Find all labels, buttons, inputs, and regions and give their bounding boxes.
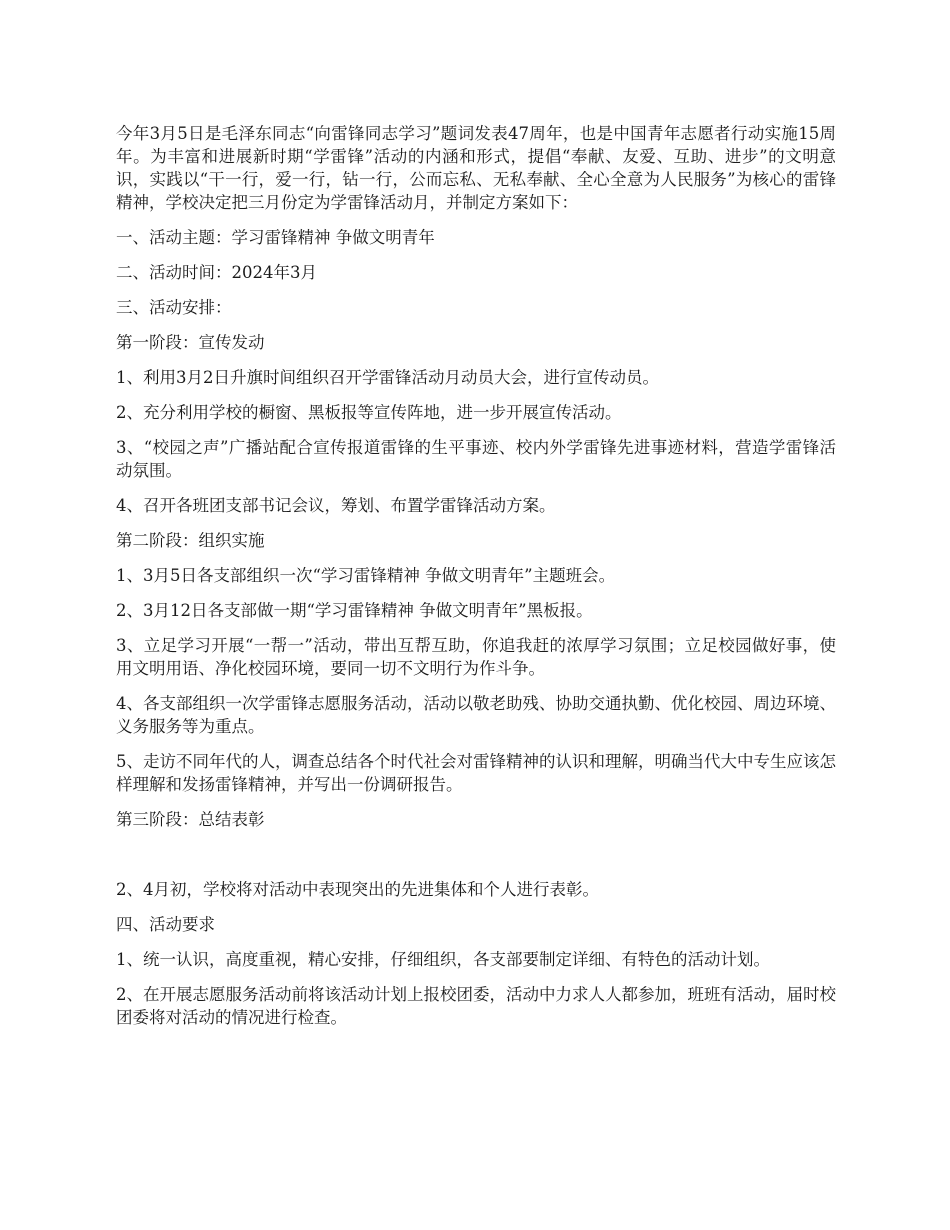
section-theme: 一、活动主题：学习雷锋精神 争做文明青年 xyxy=(116,228,435,247)
phase-one-item-4: 4、召开各班团支部书记会议，筹划、布置学雷锋活动方案。 xyxy=(116,496,556,515)
phase-two-item-4: 4、各支部组织一次学雷锋志愿服务活动，活动以敬老助残、协助交通执勤、优化校园、周边环境、义务服务等为重点。 xyxy=(116,694,836,736)
phase-two-heading: 第二阶段：组织实施 xyxy=(116,531,265,550)
phase-two-item-2: 2、3月12日各支部做一期“学习雷锋精神 争做文明青年”黑板报。 xyxy=(116,601,593,620)
blank-gap xyxy=(116,843,836,866)
intro-paragraph: 今年3月5日是毛泽东同志“向雷锋同志学习”题词发表47周年，也是中国青年志愿者行动实施15周年。为丰富和进展新时期“学雷锋”活动的内涵和形式，提倡“奉献、友爱、互助、进步”的文明意识，实践以“干一行，爱一行，钻一行，公而忘私、无私奉献、全心全意为人民服务”为核心的雷锋精神，学校决定把三月份定为学雷锋活动月，并制定方案如下： xyxy=(116,124,836,212)
phase-one-item-2: 2、充分利用学校的橱窗、黑板报等宣传阵地，进一步开展宣传活动。 xyxy=(116,403,622,422)
phase-one-item-3: 3、“校园之声”广播站配合宣传报道雷锋的生平事迹、校内外学雷锋先进事迹材料，营造学雷锋活动氛围。 xyxy=(116,438,836,480)
section-arrangement: 三、活动安排： xyxy=(116,298,232,317)
phase-three-heading: 第三阶段：总结表彰 xyxy=(116,810,265,829)
phase-two-item-5: 5、走访不同年代的人，调查总结各个时代社会对雷锋精神的认识和理解，明确当代大中专生应该怎样理解和发扬雷锋精神，并写出一份调研报告。 xyxy=(116,752,836,794)
section-requirements: 四、活动要求 xyxy=(116,915,215,934)
phase-three-item-2: 2、4月初，学校将对活动中表现突出的先进集体和个人进行表彰。 xyxy=(116,880,599,899)
phase-two-item-1: 1、3月5日各支部组织一次“学习雷锋精神 争做文明青年”主题班会。 xyxy=(116,566,616,585)
phase-one-item-1: 1、利用3月2日升旗时间组织召开学雷锋活动月动员大会，进行宣传动员。 xyxy=(116,368,659,387)
requirement-item-1: 1、统一认识，高度重视，精心安排，仔细组织，各支部要制定详细、有特色的活动计划。 xyxy=(116,950,770,969)
section-time: 二、活动时间：2024年3月 xyxy=(116,263,317,282)
phase-one-heading: 第一阶段：宣传发动 xyxy=(116,333,265,352)
phase-two-item-3: 3、立足学习开展“一帮一”活动，带出互帮互助，你追我赶的浓厚学习氛围；立足校园做好事，使用文明用语、净化校园环境，要同一切不文明行为作斗争。 xyxy=(116,636,836,678)
document-body xyxy=(116,122,836,1041)
requirement-item-2: 2、在开展志愿服务活动前将该活动计划上报校团委，活动中力求人人都参加，班班有活动，届时校团委将对活动的情况进行检查。 xyxy=(116,985,836,1027)
